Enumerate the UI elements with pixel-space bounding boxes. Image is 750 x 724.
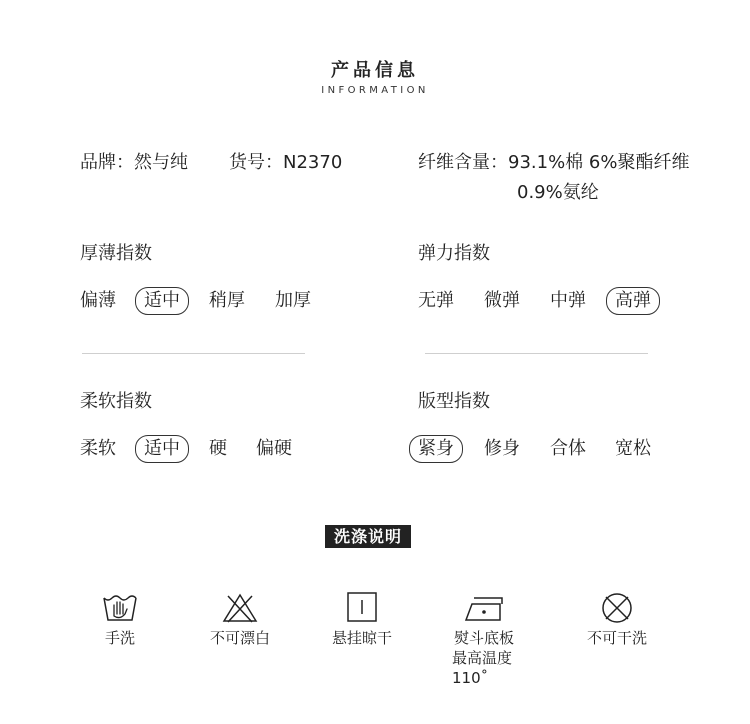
thickness-options — [80, 288, 380, 314]
care-label: 手洗 — [104, 629, 135, 647]
softness-options — [80, 436, 380, 462]
care-item-no-dry-clean — [557, 592, 677, 648]
page-title: 产品信息 — [331, 60, 419, 81]
softness-option: 偏硬 — [256, 438, 292, 459]
thickness-option: 加厚 — [275, 290, 311, 311]
softness-option-selected: 适中 — [135, 435, 189, 463]
fit-option: 合体 — [550, 438, 586, 459]
care-item-hand-wash — [60, 592, 180, 648]
softness-option: 硬 — [209, 438, 227, 459]
elasticity-option: 无弹 — [418, 290, 454, 311]
care-instructions-title: 洗涤说明 — [325, 525, 411, 548]
care-label: 不可漂白 — [209, 629, 270, 647]
brand-text: 品牌：然与纯 — [80, 152, 188, 173]
item-number-text: 货号：N2370 — [229, 152, 343, 173]
softness-option: 柔软 — [80, 438, 116, 459]
care-label-secondary: 最高温度110˚ — [452, 649, 513, 687]
thickness-option-selected: 适中 — [135, 287, 189, 315]
page-subtitle: INFORMATION — [321, 85, 429, 96]
care-item-no-bleach — [180, 592, 300, 648]
fit-option-selected: 紧身 — [409, 435, 463, 463]
no-dry-clean-icon — [597, 592, 637, 624]
elasticity-option: 微弹 — [484, 290, 520, 311]
care-label: 不可干洗 — [586, 629, 647, 647]
hang-dry-icon — [342, 592, 382, 624]
divider-right — [425, 353, 648, 354]
softness-index-label: 柔软指数 — [80, 391, 152, 412]
thickness-index-label: 厚薄指数 — [80, 243, 152, 264]
iron-icon — [460, 592, 508, 624]
composition-text-line2: 0.9%氨纶 — [517, 182, 599, 203]
thickness-option: 偏薄 — [80, 290, 116, 311]
fit-options — [418, 436, 718, 462]
fit-index-label: 版型指数 — [418, 391, 490, 412]
care-item-iron — [424, 592, 544, 688]
hand-wash-icon — [100, 592, 140, 624]
care-item-hang-dry — [302, 592, 422, 648]
fit-option: 修身 — [484, 438, 520, 459]
elasticity-index-label: 弹力指数 — [418, 243, 490, 264]
care-label: 熨斗底板 — [453, 629, 514, 647]
elasticity-options — [418, 288, 718, 314]
care-label: 悬挂晾干 — [331, 629, 392, 647]
fit-option: 宽松 — [615, 438, 651, 459]
divider-left — [82, 353, 305, 354]
no-bleach-icon — [220, 592, 260, 624]
elasticity-option: 中弹 — [550, 290, 586, 311]
thickness-option: 稍厚 — [209, 290, 245, 311]
elasticity-option-selected: 高弹 — [606, 287, 660, 315]
composition-text-line1: 纤维含量：93.1%棉 6%聚酯纤维 — [418, 152, 690, 173]
